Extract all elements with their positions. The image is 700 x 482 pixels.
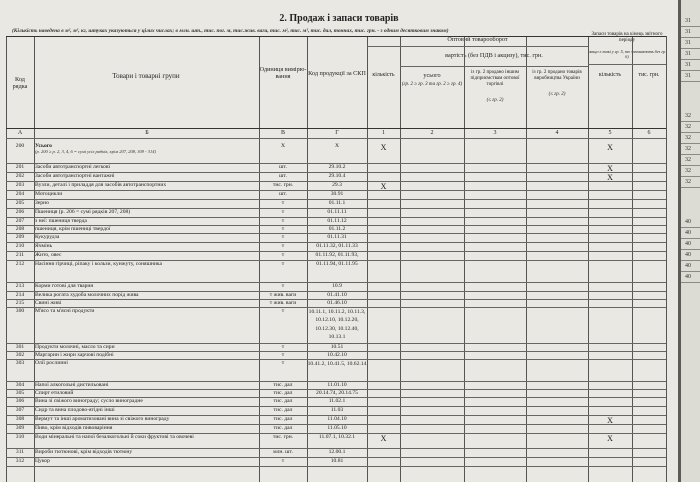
row-skp-code: 29.10.4 (328, 173, 346, 179)
header-qty: кількість (372, 72, 395, 78)
row-code: 208 (15, 226, 25, 232)
row-code: 211 (15, 252, 25, 258)
row-name: Усього (35, 143, 52, 149)
grid-line (666, 36, 667, 482)
row-skp-code: 01.11.92, 01.11.93, (315, 252, 359, 258)
row-unit: тис. дал (273, 407, 293, 413)
row-name: Сидр та вина плодово-ягідні інші (35, 407, 115, 413)
grid-line (6, 138, 666, 139)
letter-5: 5 (608, 130, 612, 136)
row-name: М'ясо та м'ясні продукти (35, 308, 95, 314)
adjacent-page-number: 40 (685, 263, 691, 269)
row-skp-code: 10.51 (330, 344, 344, 350)
adjacent-page-line (681, 143, 700, 144)
header-from-col2-ukraine-note: (≤ гр. 2) (548, 92, 566, 97)
letter-6: 6 (647, 130, 651, 136)
row-skp-code: 10.42.10 (327, 352, 347, 358)
row-code: 203 (15, 182, 25, 188)
adjacent-page-line (681, 121, 700, 122)
adjacent-page-line (681, 271, 700, 272)
row-code: 309 (15, 425, 25, 431)
row-unit: шт. (279, 173, 287, 179)
row-code: 201 (15, 164, 25, 170)
row-skp-code: Х (334, 143, 340, 149)
adjacent-page-number: 32 (685, 146, 691, 152)
row-skp-code: 01.11.12 (327, 218, 347, 224)
letter-a: А (17, 130, 23, 136)
adjacent-page-number: 40 (685, 252, 691, 258)
row-name: Пшениця (р. 206 = сумі рядків 207, 208) (35, 209, 131, 215)
row-code: 303 (15, 360, 25, 366)
letter-2: 2 (430, 130, 434, 136)
adjacent-page-line (681, 227, 700, 228)
adjacent-page-number: 31 (685, 51, 691, 57)
row-code: 204 (15, 191, 25, 197)
row-mark-col5: Х (607, 416, 613, 425)
adjacent-page-number: 40 (685, 241, 691, 247)
adjacent-page-line (681, 154, 700, 155)
adjacent-page-number: 31 (685, 18, 691, 24)
row-mark-col1: Х (380, 434, 387, 443)
adjacent-page-number: 40 (685, 274, 691, 280)
row-name: Корми готові для тварин (35, 283, 94, 289)
row-code: 205 (15, 200, 25, 206)
row-code: 202 (15, 173, 25, 179)
row-unit: т (281, 352, 285, 358)
adjacent-page-number: 32 (685, 168, 691, 174)
row-code: 213 (15, 283, 25, 289)
row-name: Мотоцикли (35, 191, 63, 197)
adjacent-page-line (681, 282, 700, 283)
row-code: 310 (15, 434, 25, 440)
row-unit: т (281, 226, 285, 232)
row-unit: тис. дал (273, 425, 293, 431)
row-unit: шт. (279, 164, 287, 170)
row-skp-code: 01.11.1 (328, 200, 346, 206)
row-name: Ячмінь (35, 243, 53, 249)
row-skp-code: 11.05.10 (327, 425, 347, 431)
header-total: усього (423, 72, 441, 79)
row-unit: т (281, 218, 285, 224)
letter-3: 3 (493, 130, 497, 136)
row-code: 209 (15, 234, 25, 240)
header-value: вартість (без ПДВ і акцизу), тис. грн. (445, 52, 543, 59)
letter-4: 4 (555, 130, 559, 136)
row-unit: т (281, 344, 285, 350)
row-skp-code: 01.11.2 (328, 226, 346, 232)
row-unit: т (281, 261, 285, 267)
row-skp-code: 10.41.2, 10.41.5, 10.62.14 (307, 361, 367, 367)
adjacent-page-number: 32 (685, 124, 691, 130)
row-name: Води мінеральні та напої безалкогольні й соки фруктові та овочеві (35, 434, 194, 440)
row-code: 207 (15, 218, 25, 224)
adjacent-page-line (681, 238, 700, 239)
row-mark-col5: Х (607, 173, 613, 182)
adjacent-page-line (681, 48, 700, 49)
header-total-note: (гр. 2 ≥ гр. 3 та гр. 2 ≥ гр. 4) (401, 82, 463, 87)
row-name: пшениця, крім пшениці твердої (35, 226, 111, 232)
header-unit: Одиниця вимірю-вання (259, 66, 307, 81)
adjacent-page-line (681, 26, 700, 27)
header-stock: Запаси товарів на кінець звітного періоду (591, 32, 663, 43)
row-code: 307 (15, 407, 25, 413)
sales-table (6, 32, 666, 482)
row-skp-code: 11.04.10 (327, 416, 347, 422)
grid-line (400, 66, 588, 67)
row-unit: т (281, 243, 285, 249)
adjacent-page-line (681, 132, 700, 133)
row-unit: тис. дал (273, 416, 293, 422)
header-stock-qty: кількість (598, 72, 622, 78)
row-skp-code: 10.9 (332, 283, 342, 289)
row-name: Зерно (35, 200, 49, 206)
row-name: Вермут та інші ароматизовані вина зі свіжого винограду (35, 416, 170, 422)
row-name: Олії рослинні (35, 360, 68, 366)
adjacent-page-number: 31 (685, 29, 691, 35)
row-unit: т (281, 283, 285, 289)
adjacent-page-number: 40 (685, 219, 691, 225)
row-code: 210 (15, 243, 25, 249)
adjacent-page-number: 31 (685, 73, 691, 79)
grid-line (6, 36, 666, 37)
header-from-col2-wholesale: із гр. 2 продано іншим підприємствам оптової торгівлі (470, 70, 520, 87)
adjacent-page-line (681, 37, 700, 38)
row-name: Спирт етиловий (35, 390, 74, 396)
row-skp-code: 29.3 (332, 182, 342, 188)
row-code: 312 (15, 458, 25, 464)
row-code: 308 (15, 416, 25, 422)
header-code: Код рядка (12, 76, 28, 91)
adjacent-page-number: 32 (685, 179, 691, 185)
adjacent-page (681, 0, 700, 482)
row-unit: т жив. ваги (269, 292, 297, 298)
adjacent-page-number: 40 (685, 230, 691, 236)
row-name: Кукурудза (35, 234, 60, 240)
form-subtitle: (Кількість наведена в м², м³, кг, штуках указуються у цілих числах; в млн. шт., тис. пог. м, тис.жив. ваги, тис. м², тис. м³, тис. дал, тоннах, тис. грн. - з одним десятковим знаком) (12, 28, 449, 34)
row-skp-code: 11.01.10 (327, 382, 347, 388)
row-unit: т (281, 308, 285, 314)
row-skp-code: 29.10.2 (328, 164, 346, 170)
row-unit: тис. дал (273, 398, 293, 404)
row-skp-code: 11.03 (330, 407, 344, 413)
adjacent-page-line (681, 165, 700, 166)
row-mark-col1: Х (380, 143, 387, 152)
row-name: з неї: пшениця тверда (35, 218, 87, 224)
row-code: 301 (15, 344, 25, 350)
row-name: Насіння гірчиці, ріпаку і кользи, кунжуту, соняшника (35, 261, 163, 267)
row-skp-code: 01.11.31 (327, 234, 347, 240)
row-code: 300 (15, 308, 25, 314)
row-skp-code: 01.11.32, 01.11.33 (316, 243, 358, 249)
row-skp-code: 11.02.1 (328, 398, 346, 404)
row-skp-code: 20.14.74, 20.14.75 (316, 390, 358, 396)
row-code: 305 (15, 390, 25, 396)
row-skp-code: 01.41.10 (327, 292, 347, 298)
grid-line (367, 46, 588, 47)
adjacent-page-number: 32 (685, 135, 691, 141)
header-wholesale: Оптовий товарооборот (447, 36, 508, 43)
letter-b: Б (145, 130, 149, 136)
row-unit: тис. дал (273, 390, 293, 396)
row-unit: Х (280, 143, 286, 149)
row-skp-code: 12.00.1 (328, 449, 346, 455)
row-name: Вироби тютюнові, крім відходів тютюну (35, 449, 133, 455)
adjacent-page-line (681, 249, 700, 250)
adjacent-page-line (681, 260, 700, 261)
row-code: 302 (15, 352, 25, 358)
row-name: Напої алкогольні дистильовані (35, 382, 109, 388)
grid-line (6, 128, 666, 129)
row-mark-col5: Х (607, 143, 613, 152)
header-goods: Товари і товарні групи (112, 72, 180, 80)
row-unit: тис. грн. (272, 434, 294, 440)
row-skp-code: 10.11.1, 10.11.2, 10.11.3, 10.12.10, 10.12.20, 10.12.30, 10.12.40, 10.13.1 (308, 309, 366, 341)
adjacent-page-line (681, 187, 700, 188)
row-name: Вина зі свіжого винограду; сусло виноградне (35, 398, 143, 404)
row-skp-code: 01.46.10 (327, 300, 347, 306)
adjacent-page-line (681, 70, 700, 71)
adjacent-page-line (681, 81, 700, 82)
row-unit: тис. грн. (272, 182, 294, 188)
adjacent-page-number: 32 (685, 113, 691, 119)
adjacent-page-number: 32 (685, 157, 691, 163)
adjacent-page-line (681, 176, 700, 177)
row-mark-col5: Х (607, 434, 613, 443)
row-unit: млн. шт. (273, 449, 293, 455)
row-code: 306 (15, 398, 25, 404)
row-unit: т (281, 360, 285, 366)
header-from-col2-wholesale-note: (≤ гр. 2) (486, 98, 504, 103)
row-skp-code: 01.11.11 (327, 209, 347, 215)
row-skp-code: 10.81 (330, 458, 344, 464)
adjacent-page-line (681, 59, 700, 60)
row-mark-col1: Х (380, 182, 387, 191)
row-unit: шт. (279, 191, 287, 197)
row-code: 304 (15, 382, 25, 388)
row-unit: т (281, 458, 285, 464)
row-mark-col5: Х (607, 164, 613, 173)
header-stock-value: тис. грн. (638, 72, 660, 78)
adjacent-page-number: 31 (685, 40, 691, 46)
row-name: Засоби автотранспортні легкові (35, 164, 111, 170)
row-unit: т (281, 234, 285, 240)
sum-note: (р. 200 ≥ р. 2, 3, 4, 6 = сумі усіх рядків, крім 207, 208, 309 - 314) (35, 149, 156, 154)
letter-v: В (280, 130, 285, 136)
row-skp-code: 11.07.1, 10.32.1 (318, 434, 356, 440)
header-stock-note: (якщо є такі у гр. 5, то заповнюють без гр. 6) (588, 49, 666, 59)
row-name: Засоби автотранспортні вантажні (35, 173, 115, 179)
row-unit: т (281, 209, 285, 215)
row-code: 212 (15, 261, 25, 267)
row-unit: т (281, 200, 285, 206)
row-skp-code: 01.11.94, 01.11.95 (316, 261, 358, 267)
row-code: 206 (15, 209, 25, 215)
row-name: Пиво, крім відходів пивоваріння (35, 425, 113, 431)
row-name: Велика рогата худоба молочних порід жива (35, 292, 139, 298)
letter-1: 1 (382, 130, 385, 136)
grid-line (6, 466, 666, 467)
row-code: 214 (15, 292, 25, 298)
grid-line (588, 64, 666, 65)
row-name: Маргарин і жири харчові подібні (35, 352, 114, 358)
form-title: 2. Продаж і запаси товарів (279, 13, 399, 24)
letter-g: Г (335, 130, 339, 136)
row-code: 215 (15, 300, 25, 306)
row-unit: тис. дал (273, 382, 293, 388)
header-skp: Код продукції за СКП (308, 70, 366, 77)
row-name: Продукти молочні, масло та сири (35, 344, 115, 350)
row-name: Цукор (35, 458, 50, 464)
row-unit: т жив. ваги (269, 300, 297, 306)
adjacent-page-number: 31 (685, 62, 691, 68)
header-from-col2-ukraine: із гр. 2 продано товарів виробництва України (532, 70, 582, 81)
row-skp-code: 30.91 (330, 191, 344, 197)
row-code: 311 (15, 449, 25, 455)
row-code: 200 (15, 143, 25, 149)
row-unit: т (281, 252, 285, 258)
row-name: Вузли, деталі і приладдя для засобів автотранспортних (35, 182, 167, 188)
row-name: Жито, овес (35, 252, 62, 258)
row-name: Свині живі (35, 300, 62, 306)
